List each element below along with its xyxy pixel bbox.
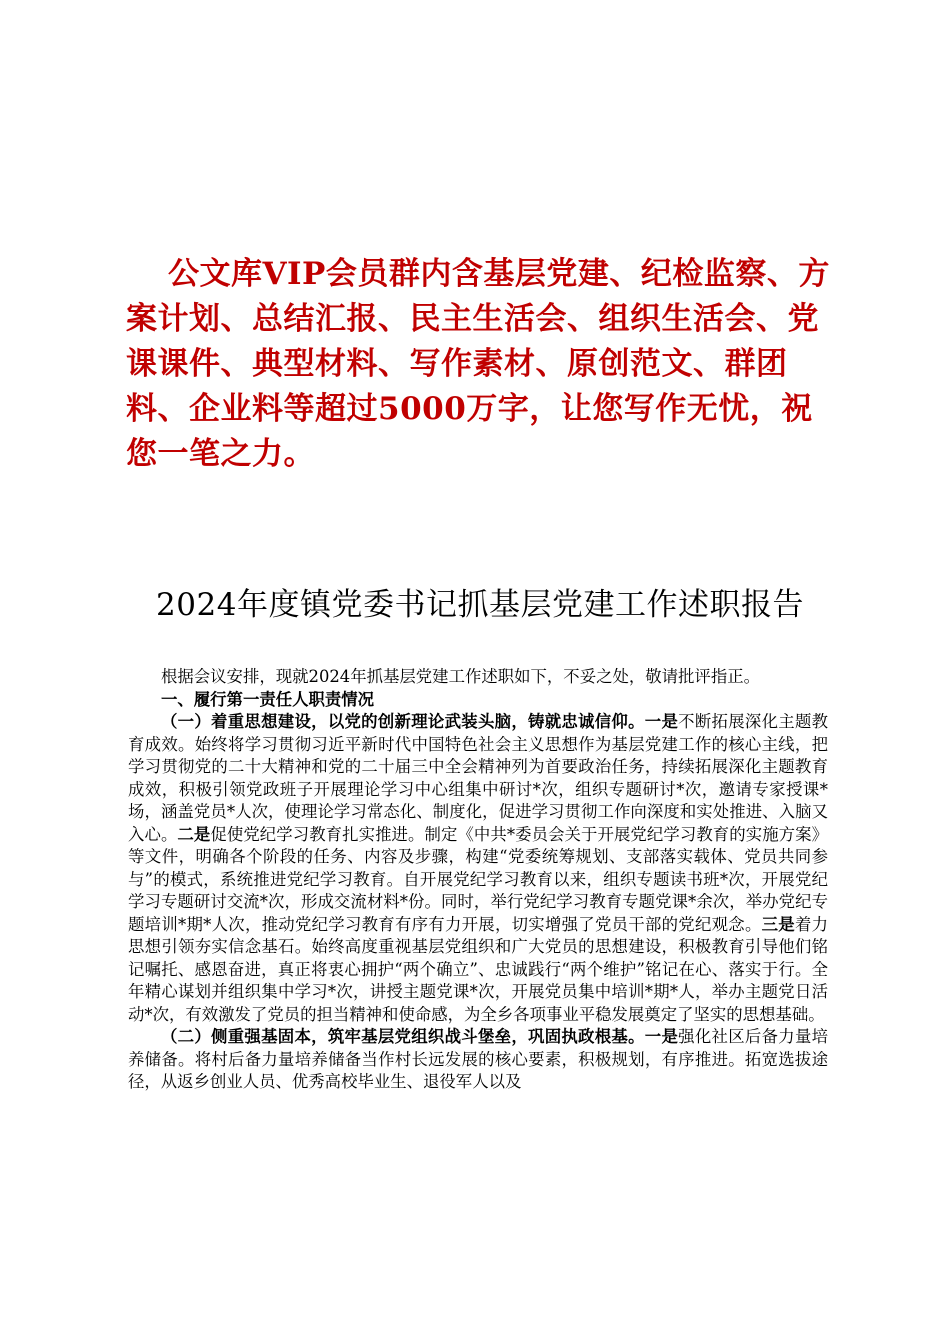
paragraph-lead: （一）着重思想建设，以党的创新理论武装头脑，铸就忠诚信仰。 [161, 712, 645, 731]
document-body [128, 666, 828, 1094]
point-text: 强化社区后备力量培养储备。将村后备力量培养储备当作村长远发展的核心要素，积极规划，有序推进。拓宽选拔途径，从返乡创业人员、优秀高校毕业生、退役军人以及 [128, 1027, 829, 1091]
intro-paragraph: 根据会议安排，现就2024年抓基层党建工作述职如下，不妥之处，敬请批评指正。 [161, 667, 760, 686]
document-title: 2024年度镇党委书记抓基层党建工作述职报告 [156, 587, 804, 623]
point-label: 二是 [177, 824, 211, 844]
paragraph-grassroots-organization [128, 1026, 828, 1094]
paragraph-lead: （二）侧重强基固本，筑牢基层党组织战斗堡垒，巩固执政根基。 [161, 1027, 645, 1046]
promo-banner-text: 公文库VIP会员群内含基层党建、纪检监察、方案计划、总结汇报、民主生活会、组织生活会、党课课件、典型材料、写作素材、原创范文、群团料、企业料等超过5000万字，让您写作无忧，祝您一笔之力。 [126, 256, 830, 472]
point-label: 一是 [644, 712, 679, 731]
point-label: 一是 [644, 1027, 679, 1046]
point-text: 着力思想引领夯实信念基石。始终高度重视基层党组织和广大党员的思想建设，积极教育引导他们铭记嘱托、感恩奋进，真正将衷心拥护“两个确立”、忠诚践行“两个维护”铭记在心、落实于行。全年精心谋划并组织集中学习*次，讲授主题党课*次，开展党员集中培训*期*人，举办主题党日活动*次，有效激发了党员的担当精神和使命感，为全乡各项事业平稳发展奠定了坚实的思想基础。 [128, 914, 829, 1024]
point-text: 促使党纪学习教育扎实推进。制定《中共*委员会关于开展党纪学习教育的实施方案》等文件，明确各个阶段的任务、内容及步骤，构建“党委统筹规划、支部落实载体、党员共同参与”的模式，系统推进党纪学习教育。自开展党纪学习教育以来，组织专题读书班*次，开展党纪学习专题研讨交流*次，形成交流材料*份。同时，举行党纪学习教育专题党课*余次，举办党纪专题培训*期*人次，推动党纪学习教育有序有力开展，切实增强了党员干部的党纪观念。 [128, 824, 829, 934]
point-text: 不断拓展深化主题教育成效。始终将学习贯彻习近平新时代中国特色社会主义思想作为基层党建工作的核心主线，把学习贯彻党的二十大精神和党的二十届三中全会精神列为首要政治任务，持续拓展深化主题教育成效，积极引领党政班子开展理论学习中心组集中研讨*次，组织专题研讨*次，邀请专家授课*场，涵盖党员*人次，使理论学习常态化、制度化，促进学习贯彻工作向深度和实处推进、入脑又入心。 [128, 712, 829, 844]
paragraph-ideological-building [128, 711, 828, 1026]
section-heading: 一、履行第一责任人职责情况 [161, 689, 375, 709]
point-label: 三是 [761, 914, 795, 934]
